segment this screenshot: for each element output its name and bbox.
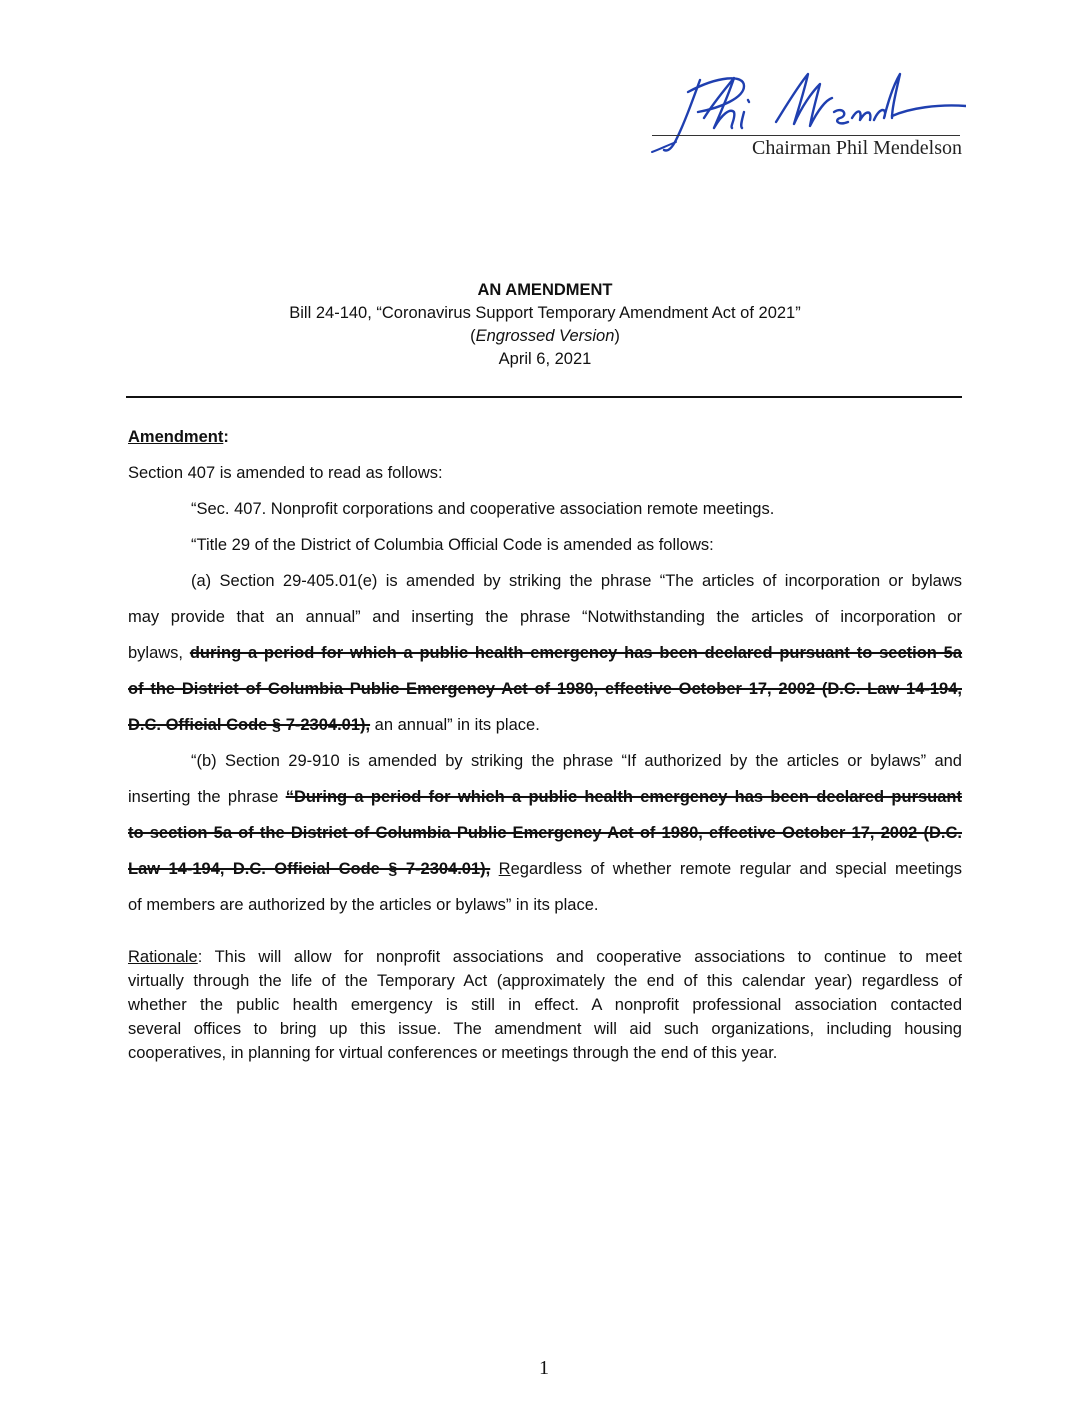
text-line: virtually through the life of the Temporary Act (approximately the end of this calendar year) regardless of xyxy=(128,972,962,990)
version-label: Engrossed Version xyxy=(475,327,615,345)
text-line: (a) Section 29-405.01(e) is amended by striking the phrase “The articles of incorporation or bylaws xyxy=(191,572,962,590)
struck-text: during a period for which a public health emergency has been declared pursuant to section 5a xyxy=(189,644,963,662)
heading-divider xyxy=(126,396,962,398)
struck-text: D.C. Official Code § 7-2304.01), xyxy=(128,716,371,734)
text-line: may provide that an annual” and inserting the phrase “Notwithstanding the articles of incorporation or xyxy=(128,608,962,626)
text-line: several offices to bring up this issue. The amendment will aid such organizations, including housing xyxy=(128,1020,962,1038)
text-line: “Title 29 of the District of Columbia Official Code is amended as follows: xyxy=(191,536,714,554)
text-line: “Sec. 407. Nonprofit corporations and cooperative association remote meetings. xyxy=(191,500,775,518)
text-line xyxy=(128,779,962,815)
amendment-label-colon: : xyxy=(223,428,229,446)
amendment-body xyxy=(128,419,962,923)
text-span: an annual” in its place. xyxy=(370,716,540,734)
struck-text: Law 14-194, D.C. Official Code § 7-2304.01), xyxy=(128,860,491,878)
text-line: “(b) Section 29-910 is amended by striking the phrase “If authorized by the articles or bylaws” and xyxy=(191,752,962,770)
text-line xyxy=(128,635,962,671)
text-line: of members are authorized by the articles or bylaws” in its place. xyxy=(128,896,599,914)
rationale-label: Rationale xyxy=(128,948,198,966)
page-number: 1 xyxy=(539,1357,549,1379)
heading-date: April 6, 2021 xyxy=(498,350,592,368)
text-line xyxy=(128,851,962,887)
text-line xyxy=(128,815,962,851)
struck-text: “During a period for which a public health emergency has been declared pursuant xyxy=(285,788,962,806)
text-span xyxy=(490,860,498,878)
signature-block xyxy=(648,62,966,162)
text-line: whether the public health emergency is still in effect. A nonprofit professional association contacted xyxy=(128,996,962,1014)
version-open-paren: ( xyxy=(470,327,476,345)
text-line xyxy=(128,671,962,707)
text-line: Section 407 is amended to read as follows: xyxy=(128,464,443,482)
text-span: : This will allow for nonprofit associations and cooperative associations to continue to meet xyxy=(197,948,962,966)
text-span: inserting the phrase xyxy=(128,788,286,806)
amendment-label: Amendment xyxy=(128,428,224,446)
rationale-section xyxy=(128,945,962,1065)
text-line xyxy=(128,945,962,969)
amendment-label-line xyxy=(128,419,962,455)
text-span: bylaws, xyxy=(128,644,190,662)
underlined-insert: R xyxy=(498,860,511,878)
struck-text: to section 5a of the District of Columbia Public Emergency Act of 1980, effective October 17, 2002 (D.C. xyxy=(128,824,962,842)
struck-text: of the District of Columbia Public Emergency Act of 1980, effective October 17, 2002 (D.C. Law 14-194, xyxy=(128,680,962,698)
heading-title: AN AMENDMENT xyxy=(477,281,613,299)
text-line: cooperatives, in planning for virtual conferences or meetings through the end of this year. xyxy=(128,1044,778,1062)
signatory-name: Chairman Phil Mendelson xyxy=(752,137,962,159)
version-close-paren: ) xyxy=(614,327,620,345)
amendment-heading xyxy=(128,279,962,371)
version-line xyxy=(128,325,962,348)
text-line xyxy=(128,707,962,743)
signature-line xyxy=(652,135,960,136)
text-span: egardless of whether remote regular and special meetings xyxy=(510,860,963,878)
bill-title: Bill 24-140, “Coronavirus Support Temporary Amendment Act of 2021” xyxy=(289,304,801,322)
